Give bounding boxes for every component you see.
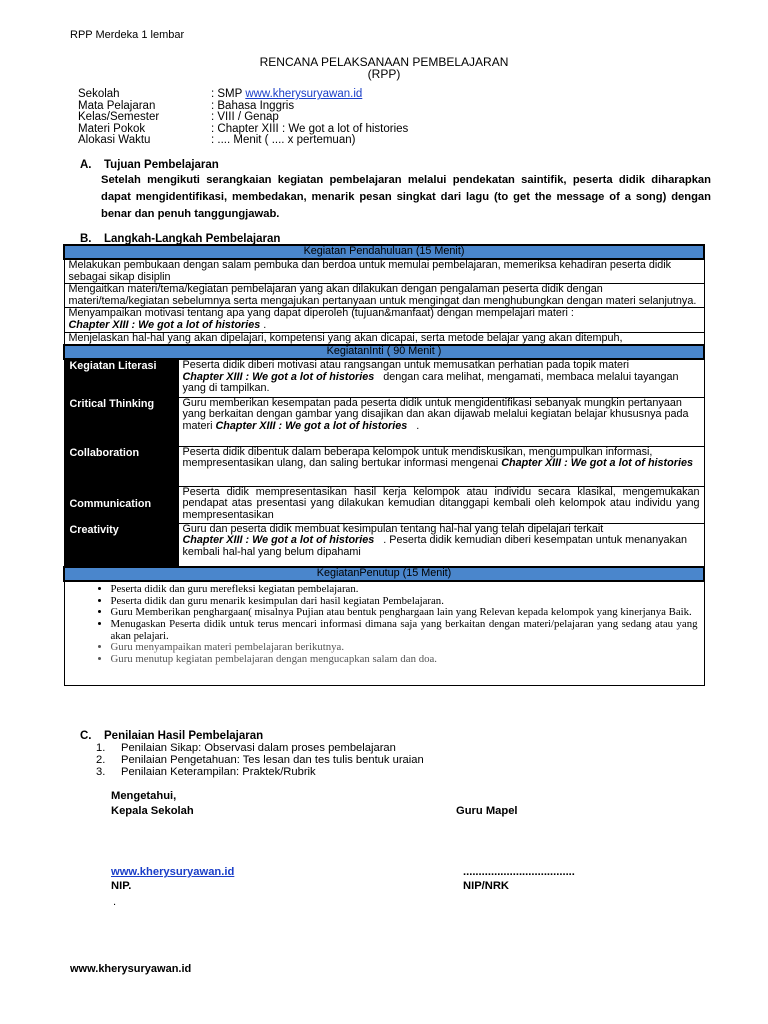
- signature-dot: .: [113, 896, 117, 908]
- signature-kepala: Kepala Sekolah: [111, 805, 194, 817]
- item-text: Penilaian Keterampilan: Praktek/Rubrik: [121, 766, 316, 778]
- principal-nip: NIP.: [111, 880, 132, 892]
- info-row-kelas: [78, 112, 408, 124]
- info-row-sekolah: [78, 89, 408, 101]
- literasi-content: [178, 359, 704, 397]
- row-text: Peserta didik dibentuk dalam beberapa kelompok untuk mendiskusikan, mengumpulkan informasi, mempresentasikan ulang, dan saling bertukar informasi mengenai: [182, 445, 653, 470]
- info-value: Chapter XIII : We got a lot of histories: [217, 122, 409, 135]
- row-text: Peserta didik diberi motivasi atau rangsangan untuk memusatkan perhatian pada topik materi: [182, 359, 630, 372]
- item-text: Penilaian Sikap: Observasi dalam proses pembelajaran: [121, 742, 396, 754]
- school-link[interactable]: www.kherysuryawan.id: [245, 88, 363, 100]
- info-separator: :: [211, 111, 218, 123]
- info-label: Materi Pokok: [78, 122, 146, 135]
- section-number: C.: [80, 730, 92, 742]
- pendahuluan-row-4: Menjelaskan hal-hal yang akan dipelajari, kompetensi yang akan dicapai, serta metode belajar yang akan ditempuh,: [64, 332, 704, 345]
- label-literasi: Kegiatan Literasi: [64, 359, 178, 397]
- list-item: • Guru menutup kegiatan pembelajaran dengan mengucapkan salam dan doa.: [111, 654, 698, 666]
- row-text: .: [407, 419, 420, 432]
- row-text: Guru dan peserta didik membuat kesimpulan tentang hal-hal yang telah dipelajari terkait: [182, 522, 604, 535]
- info-separator: :: [211, 99, 218, 112]
- chapter-title: Chapter XIII : We got a lot of histories: [215, 419, 408, 432]
- identity-block: [78, 89, 408, 147]
- section-title: Tujuan Pembelajaran: [104, 159, 219, 171]
- info-label: Kelas/Semester: [78, 111, 160, 123]
- list-item: • Menugaskan Peserta didik untuk terus mencari informasi dimana saja yang berkaitan dengan materi/pelajaran yang sedang atau yang akan pelajari.: [111, 619, 698, 642]
- row-text: Menyampaikan motivasi tentang apa yang dapat diperoleh (tujuan&manfaat) dengan mempelajari materi :: [68, 307, 574, 320]
- item-text: Penilaian Pengetahuan: Tes lesan dan tes tulis bentuk uraian: [121, 754, 424, 766]
- creativity-content: [178, 523, 704, 567]
- item-number: 2.: [96, 754, 106, 766]
- band-inti: KegiatanInti ( 90 Menit ): [64, 345, 704, 359]
- principal-name-link[interactable]: www.kherysuryawan.id: [111, 866, 235, 878]
- info-row-alokasi: [78, 135, 408, 147]
- chapter-title: Chapter XIII : We got a lot of histories: [182, 370, 375, 383]
- list-item: [96, 742, 424, 754]
- communication-content: Peserta didik mempresentasikan hasil kerja kelompok atau individu secara klasikal, mengemukakan pendapat atas presentasi yang dilakukan kemudian ditanggapi kembali oleh kelompok atau individu yang mempresentasikan: [178, 486, 704, 523]
- item-number: 3.: [96, 766, 106, 778]
- pendahuluan-row-1: Melakukan pembukaan dengan salam pembuka dan berdoa untuk memulai pembelajaran, memeriksa kehadiran peserta didik sebagai sikap disiplin: [64, 259, 704, 284]
- section-a-heading: [80, 159, 219, 171]
- info-separator: :: [211, 134, 218, 146]
- chapter-title: Chapter XIII : We got a lot of histories: [501, 457, 693, 470]
- assessment-list: [96, 742, 424, 778]
- label-communication: Communication: [64, 486, 178, 523]
- list-item: • Peserta didik dan guru merefleksi kegiatan pembelajaran.: [111, 584, 698, 596]
- teacher-nip: NIP/NRK: [463, 880, 509, 892]
- penutup-content: [64, 581, 704, 686]
- info-value: VIII / Genap: [217, 111, 279, 123]
- list-item: [96, 766, 424, 778]
- page-header: RPP Merdeka 1 lembar: [70, 29, 185, 41]
- collaboration-content: [178, 446, 704, 486]
- row-text: .: [260, 318, 267, 331]
- list-item: • Peserta didik dan guru menarik kesimpulan dari hasil kegiatan Pembelajaran.: [111, 596, 698, 608]
- list-item: [96, 754, 424, 766]
- row-text: dengan cara melihat, mengamati, membaca melalui tayangan yang di tampilkan.: [182, 370, 682, 395]
- item-number: 1.: [96, 742, 106, 754]
- document-subtitle: (RPP): [367, 67, 401, 81]
- section-number: B.: [80, 233, 92, 245]
- page-footer: www.kherysuryawan.id: [70, 963, 192, 975]
- info-label: Sekolah: [78, 88, 120, 100]
- section-a-text: Setelah mengikuti serangkaian kegiatan pembelajaran melalui pendekatan saintifik, peserta didik diharapkan dapat mengidentifikasi, membedakan, menarik pesan singkat dari lagu (to get the message of a song) dengan benar dan penuh tanggungjawab.: [101, 174, 711, 220]
- section-title: Penilaian Hasil Pembelajaran: [104, 730, 264, 742]
- chapter-title: Chapter XIII : We got a lot of histories: [68, 318, 261, 331]
- critical-content: [178, 397, 704, 446]
- signature-mengetahui: Mengetahui,: [111, 790, 177, 802]
- info-value: Bahasa Inggris: [217, 99, 295, 112]
- info-separator: :: [211, 122, 218, 135]
- band-penutup: KegiatanPenutup (15 Menit): [64, 567, 704, 581]
- document-title: RENCANA PELAKSANAAN PEMBELAJARAN: [259, 55, 509, 69]
- section-number: A.: [80, 159, 92, 171]
- chapter-title: Chapter XIII : We got a lot of histories: [182, 534, 375, 547]
- pendahuluan-row-2: Mengaitkan materi/tema/kegiatan pembelajaran yang akan dilakukan dengan pengalaman peserta didik dengan materi/tema/kegiatan sebelumnya serta mengajukan pertanyaan untuk mengingat dan menghubungkan dengan materi selanjutnya.: [64, 284, 704, 308]
- label-critical-thinking: Critical Thinking: [64, 397, 178, 446]
- band-pendahuluan: Kegiatan Pendahuluan (15 Menit): [64, 245, 704, 259]
- penutup-list: [71, 584, 698, 665]
- section-title: Langkah-Langkah Pembelajaran: [104, 233, 281, 245]
- label-collaboration: Collaboration: [64, 446, 178, 486]
- info-separator: : SMP: [211, 88, 246, 100]
- section-c-heading: [80, 730, 263, 742]
- row-text: Guru memberikan kesempatan pada peserta didik untuk mengidentifikasi sebanyak mungkin pertanyaan yang berkaitan dengan gambar yang disajikan dan akan dijawab melalui kegiatan belajar khususnya pada materi: [182, 396, 689, 432]
- pendahuluan-row-3: [64, 308, 704, 332]
- list-item: • Guru Memberikan penghargaan( misalnya Pujian atau bentuk penghargaan lain yang Relevan kepada kelompok yang kinerjanya Baik.: [111, 607, 698, 619]
- label-creativity: Creativity: [64, 523, 178, 567]
- info-label: Mata Pelajaran: [78, 99, 156, 112]
- row-text: . Peserta didik kemudian diberi kesempatan untuk menanyakan kembali hal-hal yang belum dipahami: [182, 534, 690, 558]
- info-value: .... Menit ( .... x pertemuan): [217, 134, 356, 146]
- learning-steps-table: [63, 244, 705, 686]
- teacher-name-placeholder: ....................................: [463, 866, 575, 878]
- list-item: • Guru menyampaikan materi pembelajaran berikutnya.: [111, 642, 698, 654]
- signature-guru: Guru Mapel: [456, 805, 518, 817]
- info-label: Alokasi Waktu: [78, 134, 151, 146]
